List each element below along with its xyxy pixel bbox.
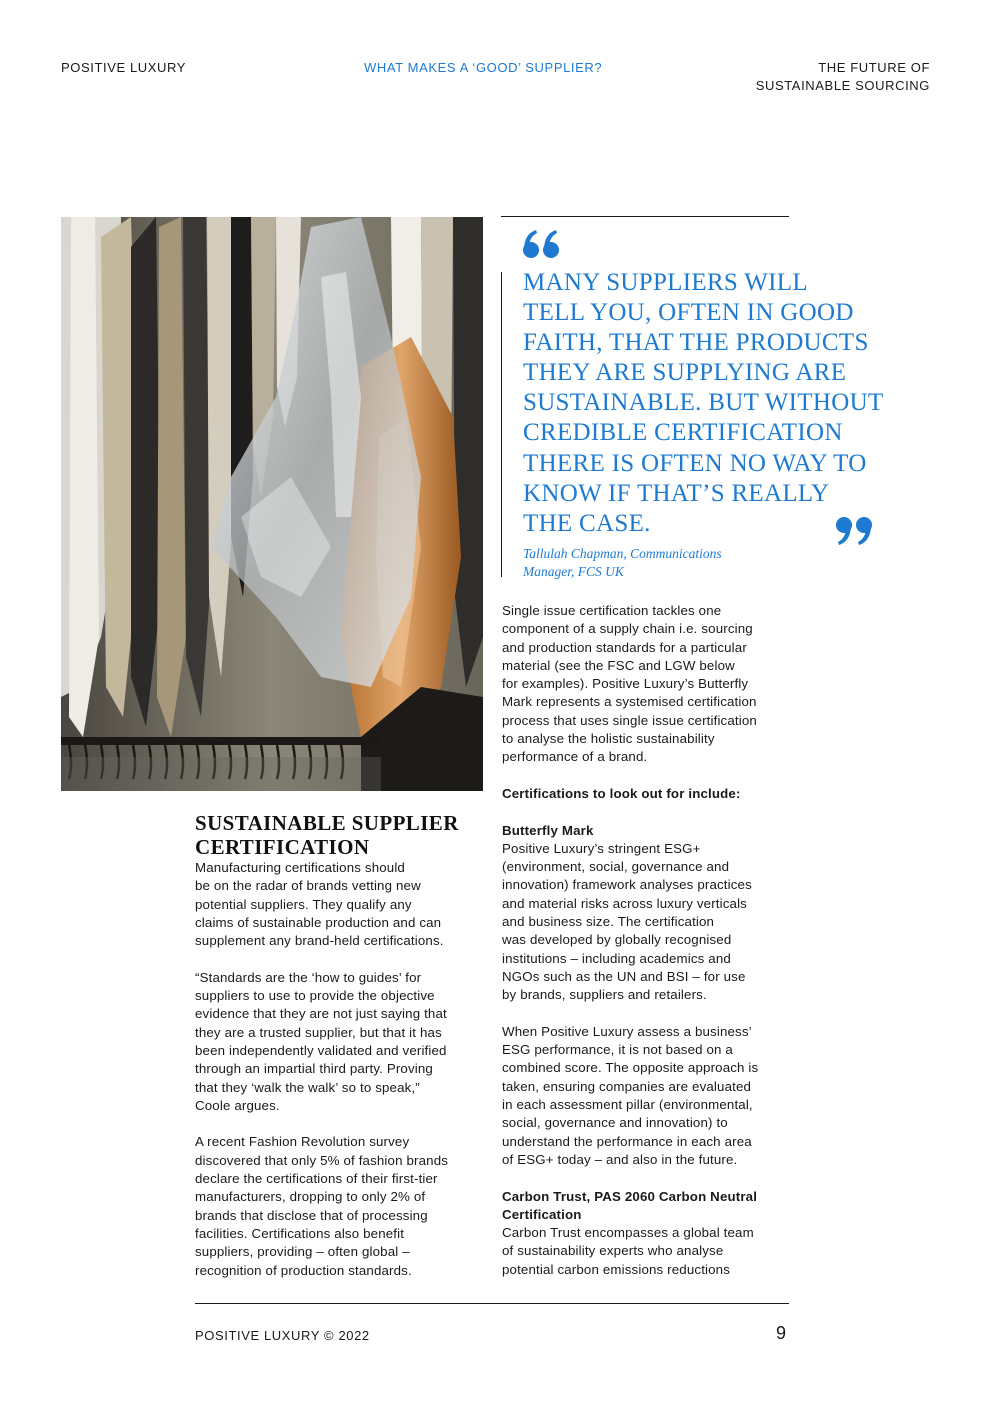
header-report-title: THE FUTURE OF SUSTAINABLE SOURCING xyxy=(755,60,930,93)
butterfly-paragraph-2: When Positive Luxury assess a business’ ESG performance, it is not based on a combined score. The opposite approach is taken, ensuring companies are evaluated in each assessment pillar (environmental, social, governance and innovation) to understand the performance in each area of ESG+ today – and also in the future. xyxy=(502,1023,759,1167)
quote-top-rule xyxy=(501,216,789,217)
left-paragraph-3: A recent Fashion Revolution survey discovered that only 5% of fashion brands declare the certifications of their first-tier manufacturers, dropping to only 2% of brands that disclose that of processing facilities. Certifications also benefit suppliers, providing – often global – recognition of production standards. xyxy=(195,1134,449,1278)
pull-quote: MANY SUPPLIERS WILL TELL YOU, OFTEN IN GOOD FAITH, THAT THE PRODUCTS THEY ARE SUPPLYING ARE SUSTAINABLE. BUT WITHOUT CREDIBLE CERTIFICATION THERE IS OFTEN NO WAY TO KNOW IF THAT’S REALLY THE CASE. xyxy=(523,269,884,537)
left-paragraph-2: “Standards are the ‘how to guides’ for suppliers to use to provide the objective evidence that they are not just saying that they are a trusted supplier, but that it has been independently validated and verified through an impartial third party. Proving that they ‘walk the walk’ so to speak,” Coole argues. xyxy=(195,969,447,1113)
quote-side-bar xyxy=(501,272,502,577)
right-paragraph-1: Single issue certification tackles one component of a supply chain i.e. sourcing and production standards for a particular material (see the FSC and LGW below for examples). Positive Luxury’s Butterfly Mark represents a systemised certification process that uses single issue certification to analyse the holistic sustainability performance of a brand. xyxy=(502,603,757,765)
certifications-heading: Certifications to look out for include: xyxy=(502,785,741,801)
footer-rule xyxy=(195,1303,789,1304)
garment-patterns-photo xyxy=(61,217,483,791)
carbon-trust-paragraph: Carbon Trust encompasses a global team of sustainability experts who analyse potential carbon emissions reductions xyxy=(502,1225,754,1277)
header-brand: POSITIVE LUXURY xyxy=(61,60,187,75)
left-paragraph-1: Manufacturing certifications should be on the radar of brands vetting new potential suppliers. They qualify any claims of sustainable production and can supplement any brand-held certifications. xyxy=(195,860,444,949)
butterfly-mark-heading: Butterfly Mark xyxy=(502,822,594,838)
quote-attribution: Tallulah Chapman, Communications Manager, FCS UK xyxy=(523,546,722,579)
left-text-column xyxy=(195,811,485,1280)
right-text-column xyxy=(502,602,792,1279)
photo-illustration xyxy=(61,217,483,791)
footer-copyright: POSITIVE LUXURY © 2022 xyxy=(195,1328,370,1343)
header-section-title: WHAT MAKES A ‘GOOD’ SUPPLIER? xyxy=(364,60,603,75)
page-number: 9 xyxy=(776,1323,787,1343)
carbon-trust-heading: Carbon Trust, PAS 2060 Carbon Neutral Certification xyxy=(502,1188,758,1222)
open-quote-icon xyxy=(522,228,562,260)
butterfly-paragraph-1: Positive Luxury’s stringent ESG+ (environment, social, governance and innovation) framework analyses practices and material risks across luxury verticals and business size. The certification was developed by globally recognised institutions – including academics and NGOs such as the UN and BSI – for use by brands, suppliers and retailers. xyxy=(502,840,752,1003)
section-title: SUSTAINABLE SUPPLIER CERTIFICATION xyxy=(195,811,459,859)
